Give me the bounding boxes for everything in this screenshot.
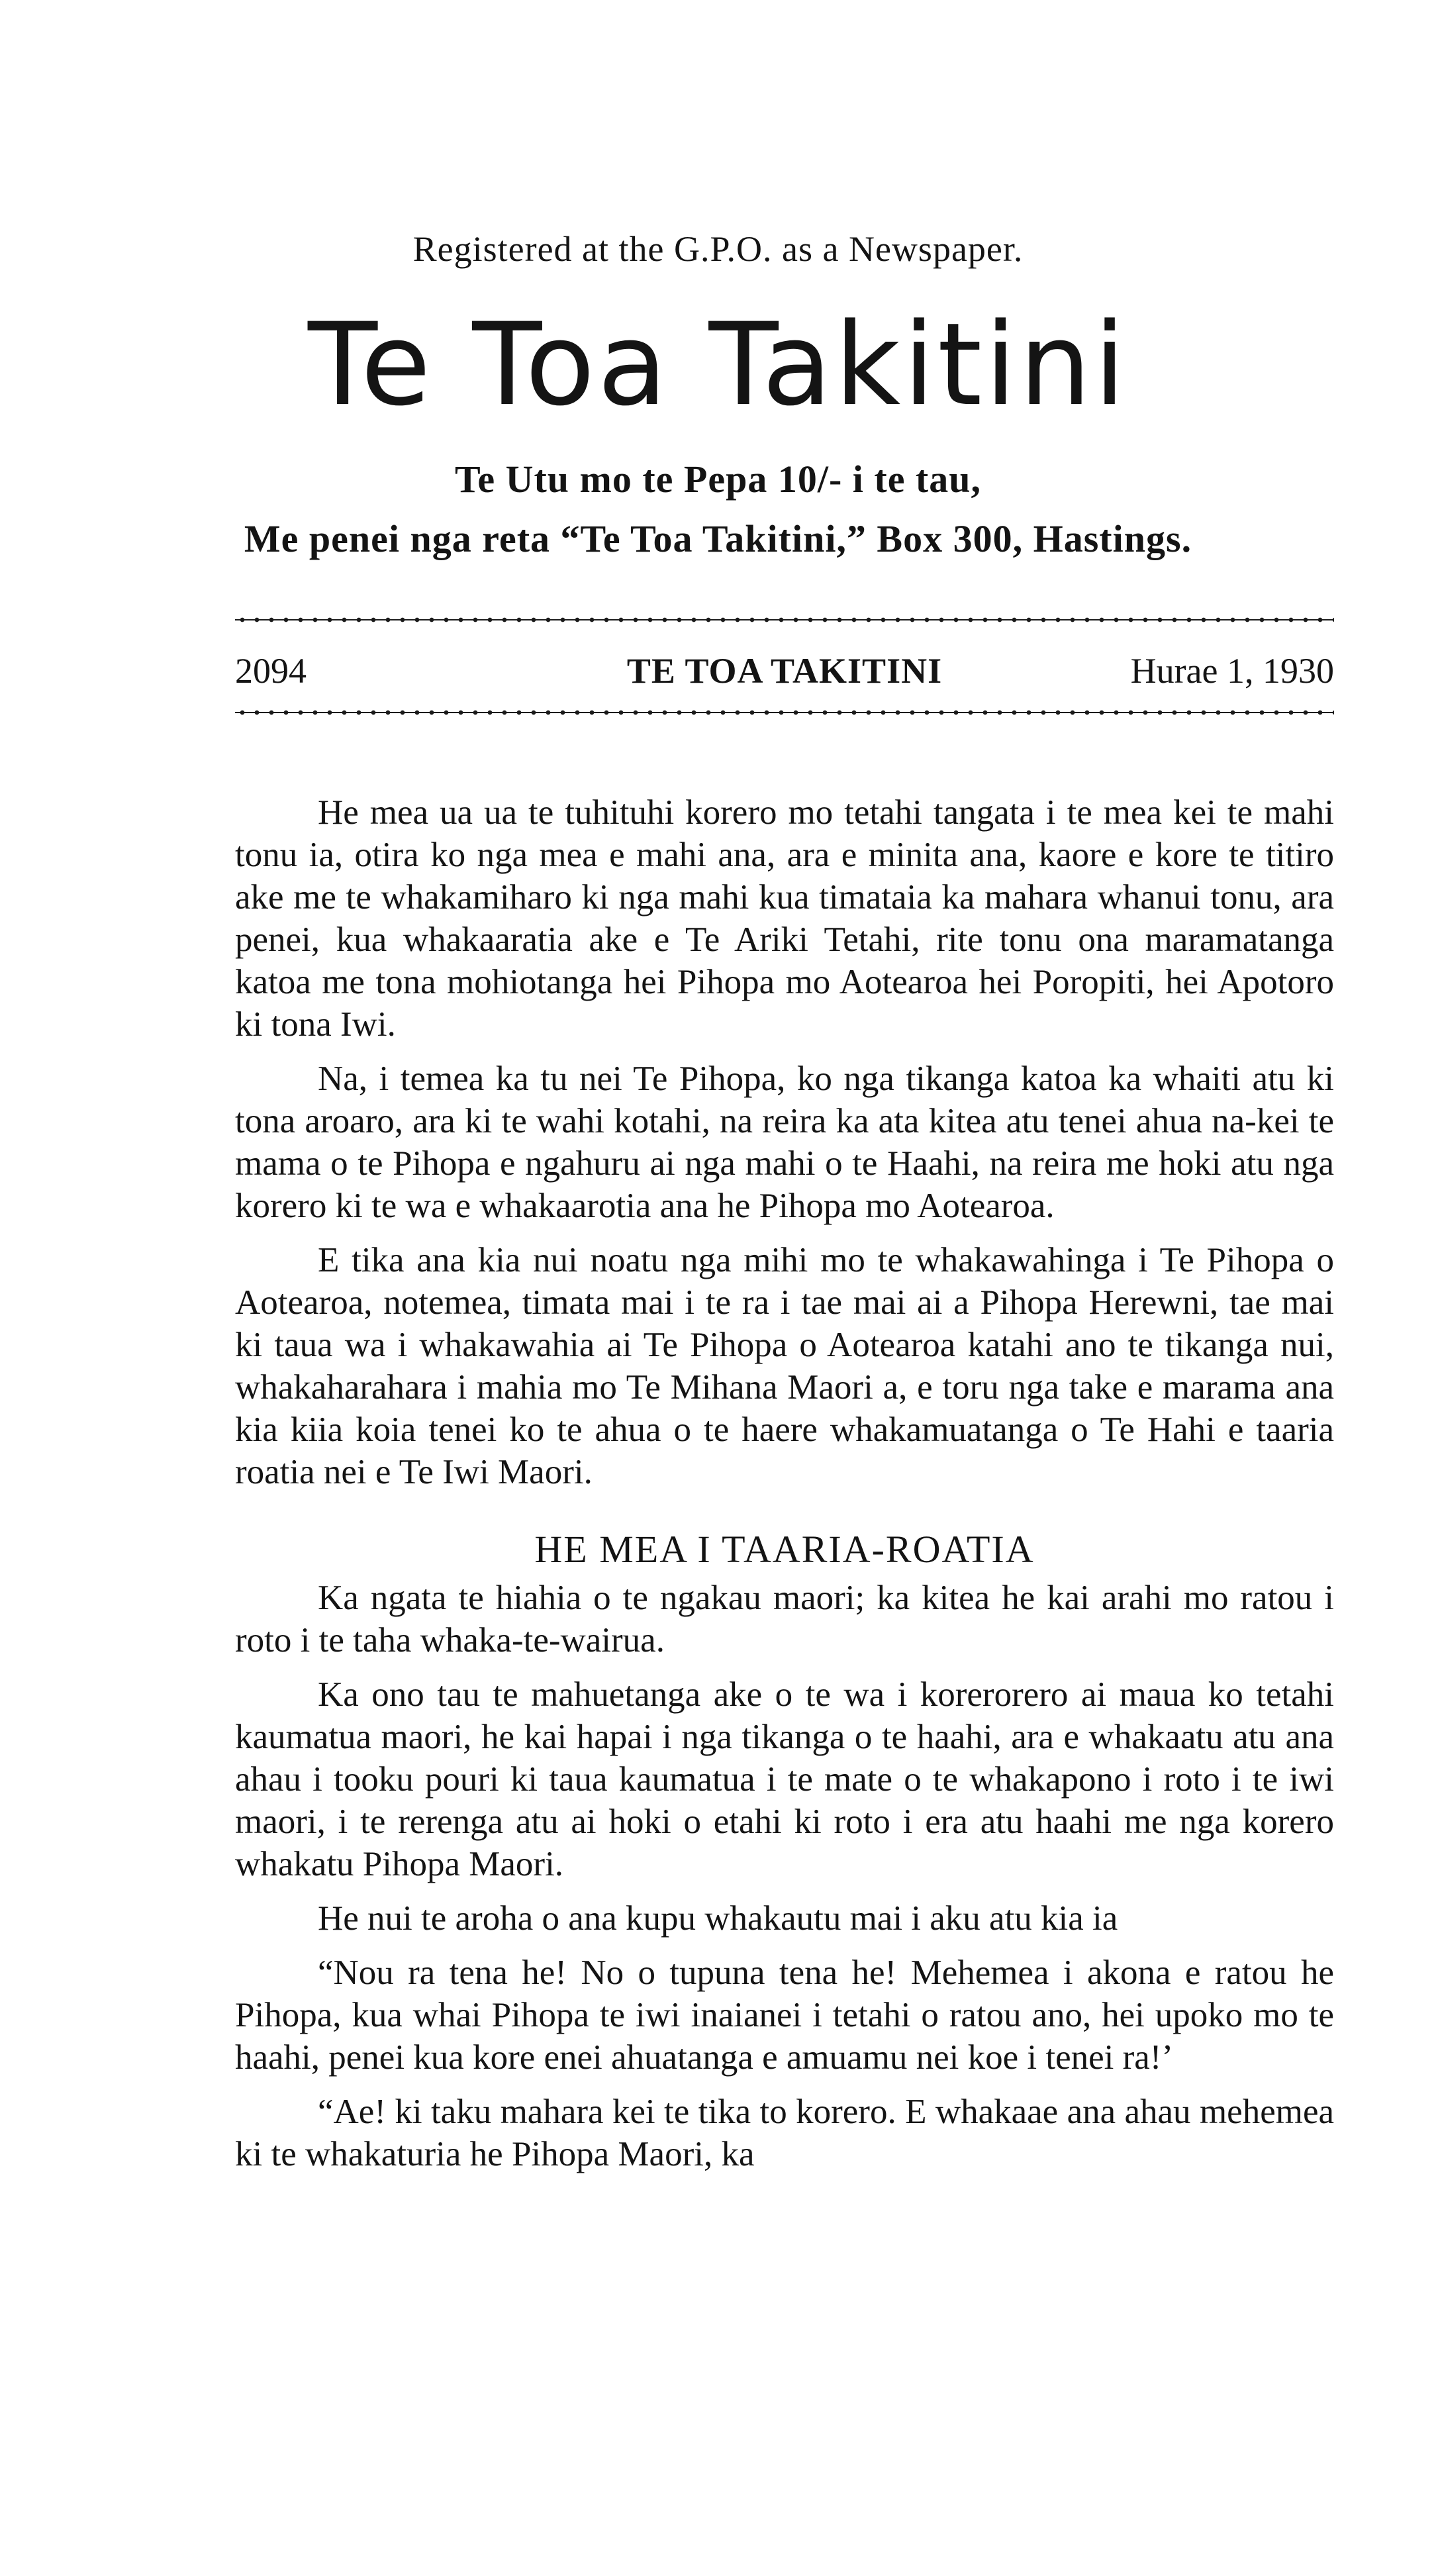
folio-line	[235, 650, 1334, 697]
article-paragraph: Na, i temea ka tu nei Te Pihopa, ko nga tikanga katoa ka whaiti atu ki tona aroaro, ara ki te wahi kotahi, na reira ka ata kitea atu tenei ahua na-kei te mama o te Pihopa e ngahuru ai nga mahi o te Haahi, na reira me hoki atu nga korero ki te wa e whakaarotia ana he Pihopa mo Aotearoa.	[235, 1060, 1334, 1225]
masthead-title: Te Toa Takitini	[308, 298, 1128, 431]
running-head: TE TOA TAKITINI	[626, 651, 943, 691]
article-paragraph: Ka ngata te hiahia o te ngakau maori; ka kitea he kai arahi mo ratou i roto i te taha whaka-te-wairua.	[235, 1579, 1334, 1660]
article-paragraph: “Ae! ki taku mahara kei te tika to korero. E whakaae ana ahau mehemea ki te whakaturia he Pihopa Maori, ka	[235, 2093, 1334, 2173]
page-number: 2094	[235, 651, 307, 691]
article-body	[235, 791, 1334, 2187]
dotted-rule-bottom	[235, 709, 1334, 717]
registration-notice: Registered at the G.P.O. as a Newspaper.	[412, 229, 1024, 269]
dotted-rule-top	[235, 616, 1334, 624]
article-paragraph: Ka ono tau te mahuetanga ake o te wa i korerorero ai maua ko tetahi kaumatua maori, he kai hapai i nga tikanga o te haahi, ara e whakaatu atu ana ahau i tooku pouri ki taua kaumatua i te mate o te whakapono i roto i te iwi maori, i te rerenga atu ai hoki o etahi ki roto i era atu haahi me nga korero whakatu Pihopa Maori.	[235, 1675, 1334, 1883]
subscription-price: Te Utu mo te Pepa 10/- i te tau,	[454, 458, 982, 501]
section-heading: HE MEA I TAARIA-ROATIA	[534, 1528, 1035, 1571]
issue-date: Hurae 1, 1930	[1130, 651, 1334, 691]
article-paragraph: “Nou ra tena he! No o tupuna tena he! Mehemea i akona e ratou he Pihopa, kua whai Pihopa te iwi inaianei i tetahi o ratou ano, hei upoko mo te haahi, penei kua kore enei ahuatanga e amuamu nei koe i tenei ra!’	[235, 1954, 1334, 2077]
postal-address: Me penei nga reta “Te Toa Takitini,” Box 300, Hastings.	[244, 517, 1192, 560]
article-paragraph: He nui te aroha o ana kupu whakautu mai i aku atu kia ia	[318, 1899, 1118, 1938]
article-paragraph: He mea ua ua te tuhituhi korero mo tetahi tangata i te mea kei te mahi tonu ia, otira ko nga mea e mahi ana, ara e minita ana, kaore e kore te titiro ake me te whakamiharo ki nga mahi kua timataia ka mahara whanui tonu, ara penei, kua whakaaratia ake e Te Ariki Tetahi, rite tonu ona maramatanga katoa me tona mohiotanga hei Pihopa mo Aotearoa hei Poropiti, hei Apotoro ki tona Iwi.	[235, 793, 1334, 1044]
article-paragraph: E tika ana kia nui noatu nga mihi mo te whakawahinga i Te Pihopa o Aotearoa, notemea, timata mai i te ra i tae mai ai a Pihopa Herewni, tae mai ki taua wa i whakawahia ai Te Pihopa o Aotearoa katahi ano te tikanga nui, whakaharahara i mahia mo Te Mihana Maori a, e toru nga take e marama ana kia kiia koia tenei ko te ahua o te haere whakamuatanga o Te Hahi e taaria roatia nei e Te Iwi Maori.	[235, 1241, 1334, 1491]
